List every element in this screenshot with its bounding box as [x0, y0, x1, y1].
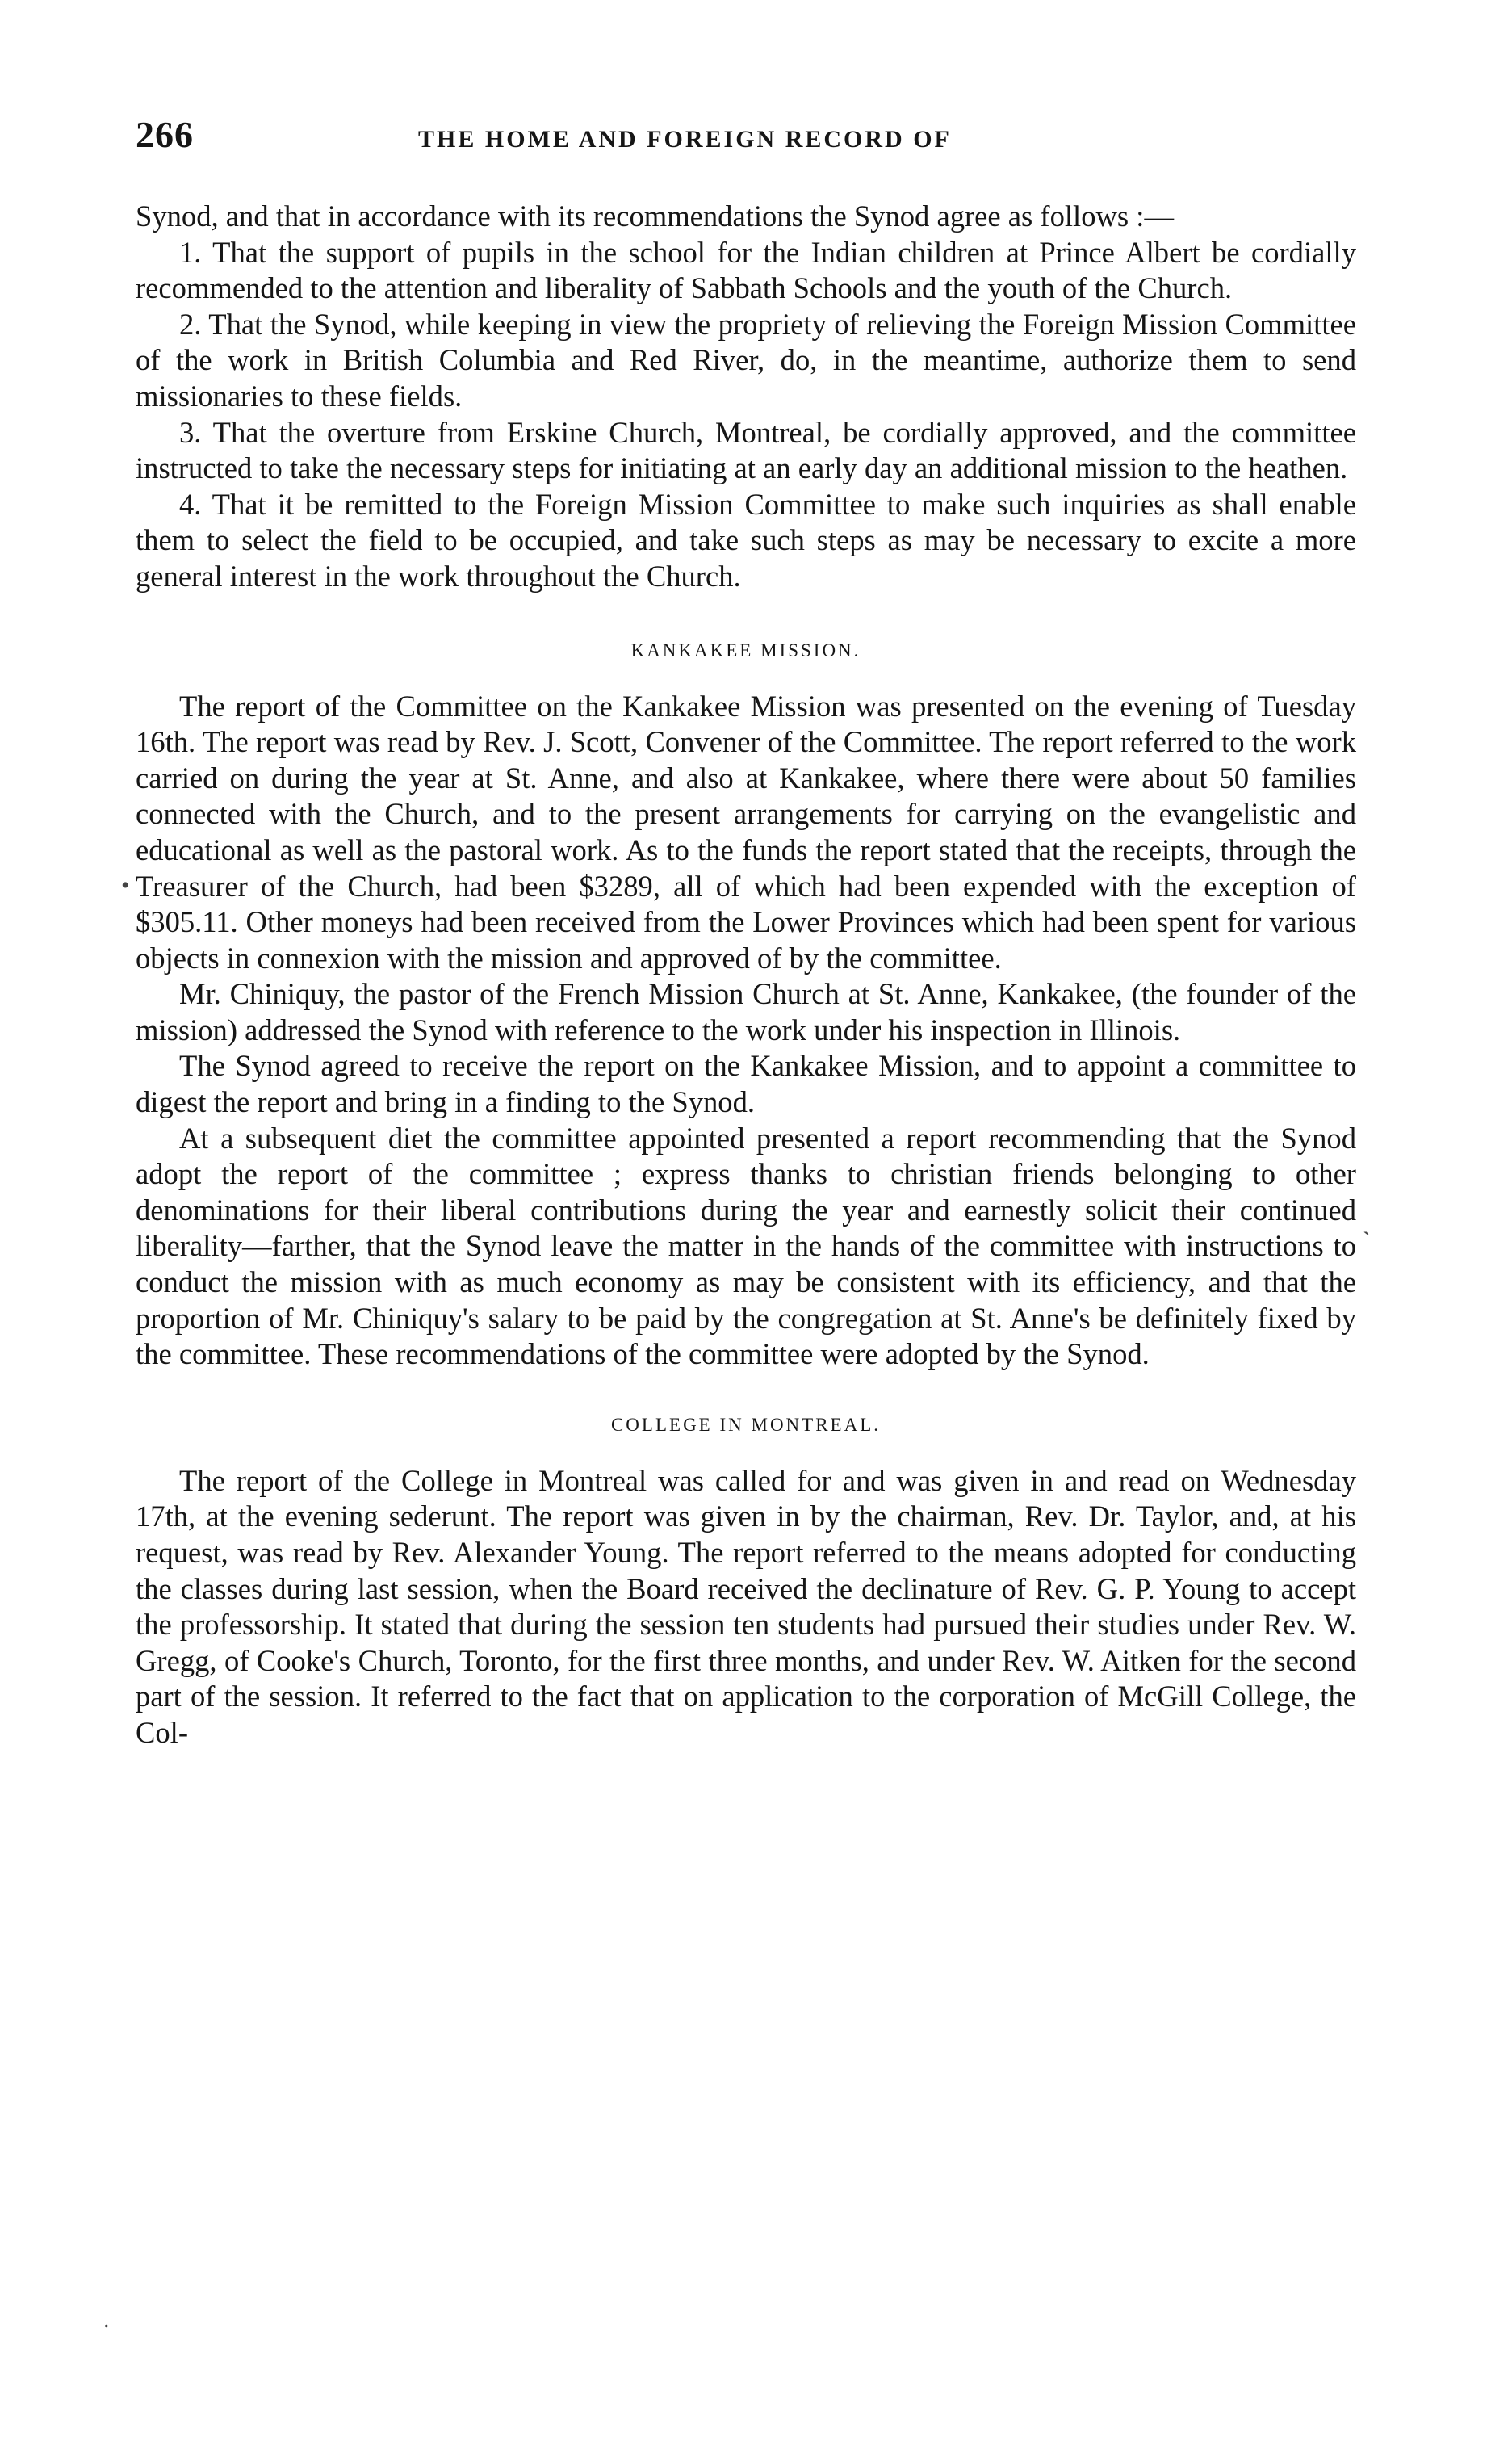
- document-page: [136, 113, 1356, 1751]
- margin-dot: .: [103, 2306, 110, 2333]
- section-heading-college: COLLEGE IN MONTREAL.: [610, 1414, 882, 1435]
- page-number: 266: [136, 114, 194, 155]
- resolution-4: 4. That it be remitted to the Foreign Mission Committee to make such inquiries as shall enable them to select the field to be occupied, and take such steps as may be necessary to excite a more general interest in the work throughout the Church.: [136, 487, 1356, 593]
- paragraph: Mr. Chiniquy, the pastor of the French Mission Church at St. Anne, Kankakee, (the founder of the mission) addressed the Synod with reference to the work under his inspection in Illinois.: [136, 977, 1356, 1046]
- resolution-2: 2. That the Synod, while keeping in view the propriety of relieving the Foreign Mission Committee of the work in British Columbia and Red River, do, in the meantime, authorize them to send missionaries to these fields.: [136, 307, 1356, 413]
- journal-title: THE HOME AND FOREIGN RECORD OF: [418, 126, 952, 153]
- paragraph: The report of the Committee on the Kankakee Mission was presented on the evening of Tuesday 16th. The report was read by Rev. J. Scott, Convener of the Committee. The report referred to the work carried on during the year at St. Anne, and also at Kankakee, where there were about 50 families connected with the Church, and to the present arrangements for carrying on the evangelistic and educational as well as the pastoral work. As to the funds the report stated that the receipts, through the Treasurer of the Church, had been $3289, all of which had been expended with the exception of $305.11. Other moneys had been received from the Lower Provinces which had been spent for various objects in connexion with the mission and approved of by the committee.: [136, 689, 1356, 975]
- running-header: [136, 113, 1356, 161]
- paragraph: At a subsequent diet the committee appointed presented a report recommending that the Synod adopt the report of the committee ; express thanks to christian friends belonging to other denominations for their liberal contributions during the year and earnestly solicit their continued liberality—farther, that the Synod leave the matter in the hands of the committee with instructions to conduct the mission with as much economy as may be consistent with its efficiency, and that the proportion of Mr. Chiniquy's salary to be paid by the congregation at St. Anne's be definitely fixed by the committee. These recommendations of the committee were adopted by the Synod.: [136, 1121, 1356, 1371]
- body-text: [136, 199, 1356, 1751]
- resolution-3: 3. That the overture from Erskine Church, Montreal, be cordially approved, and the committee instructed to take the necessary steps for initiating at an early day an additional mission to the heathen.: [136, 415, 1356, 485]
- resolution-1: 1. That the support of pupils in the school for the Indian children at Prince Albert be cordially recommended to the attention and liberality of Sabbath Schools and the youth of the Church.: [136, 235, 1356, 305]
- margin-tick: `: [1363, 1227, 1371, 1254]
- margin-dot: •: [121, 872, 130, 899]
- paragraph: The report of the College in Montreal was called for and was given in and read on Wednesday 17th, at the evening sederunt. The report was given in by the chairman, Rev. Dr. Taylor, and, at his request, was read by Rev. Alexander Young. The report referred to the means adopted for conducting the classes during last session, when the Board received the declinature of Rev. G. P. Young to accept the professorship. It stated that during the session ten students had pursued their studies under Rev. W. Gregg, of Cooke's Church, Toronto, for the first three months, and under Rev. W. Aitken for the second part of the session. It referred to the fact that on application to the corporation of McGill College, the Col-: [136, 1463, 1356, 1749]
- paragraph: The Synod agreed to receive the report on the Kankakee Mission, and to appoint a committee to digest the report and bring in a finding to the Synod.: [136, 1049, 1356, 1119]
- section-heading-kankakee: KANKAKEE MISSION.: [630, 640, 861, 661]
- paragraph: Synod, and that in accordance with its recommendations the Synod agree as follows :—: [136, 199, 1175, 233]
